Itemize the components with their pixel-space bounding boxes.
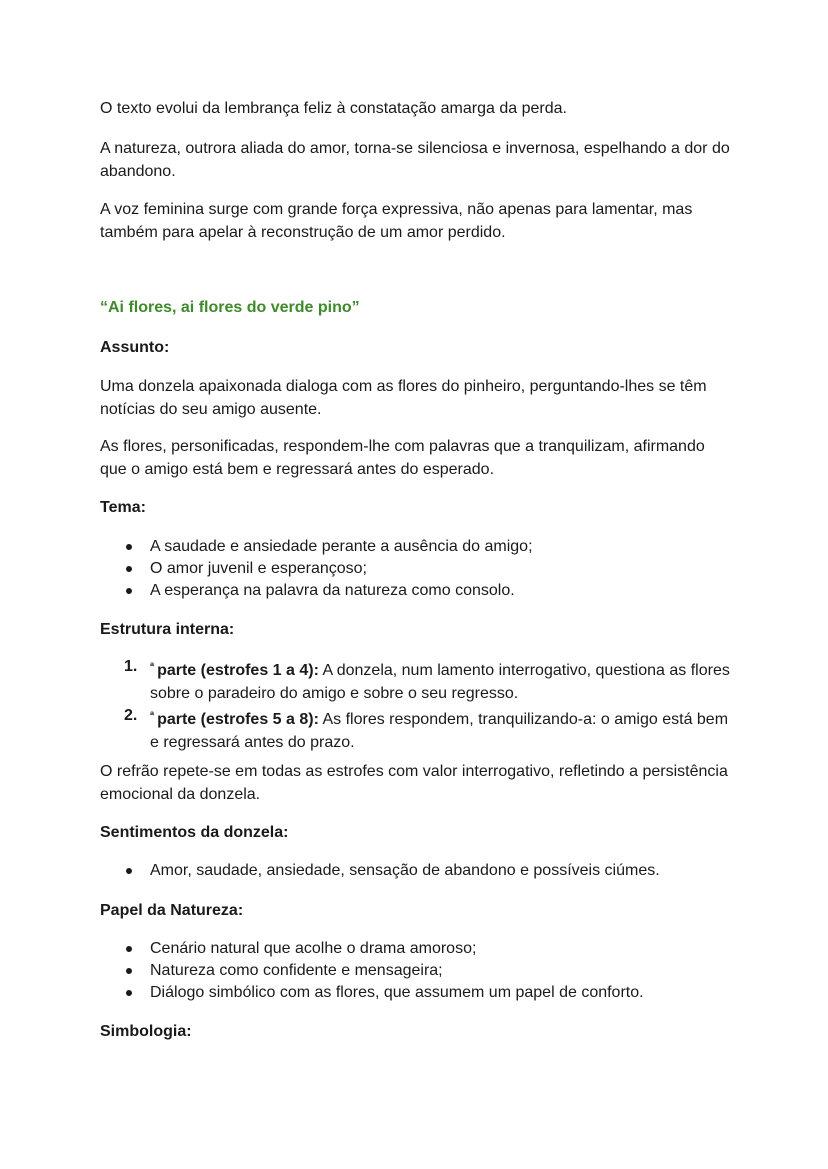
bullet-icon: [126, 566, 132, 572]
bullet-icon: [126, 868, 132, 874]
intro-paragraph: A voz feminina surge com grande força expressiva, não apenas para lamentar, mas também para apelar à reconstrução de um amor perdido.: [100, 201, 693, 241]
item-text: As flores respondem, tranquilizando-a: o amigo está bem e regressará antes do prazo.: [150, 711, 729, 751]
list-item: [100, 705, 730, 754]
list-item: Natureza como confidente e mensageira;: [100, 960, 730, 982]
assunto-paragraph: As flores, personificadas, respondem-lhe com palavras que a tranquilizam, afirmando que o amigo está bem e regressará antes do esperado.: [100, 438, 705, 478]
list-item: O amor juvenil e esperançoso;: [100, 558, 730, 580]
bullet-icon: [126, 544, 132, 550]
ordinal-indicator: ª: [150, 710, 155, 722]
item-label: parte (estrofes 1 a 4):: [157, 662, 319, 679]
section-heading-natureza: Papel da Natureza:: [100, 902, 244, 919]
bullet-icon: [126, 990, 132, 996]
section-heading-estrutura: Estrutura interna:: [100, 621, 235, 638]
list-item: Cenário natural que acolhe o drama amoroso;: [100, 938, 730, 960]
section-heading-simbologia: Simbologia:: [100, 1023, 192, 1040]
section-heading-assunto: Assunto:: [100, 339, 170, 356]
intro-paragraph: O texto evolui da lembrança feliz à constatação amarga da perda.: [100, 100, 567, 117]
natureza-list: [100, 938, 730, 1004]
bullet-icon: [126, 588, 132, 594]
list-item: A esperança na palavra da natureza como consolo.: [100, 580, 730, 602]
intro-paragraph: A natureza, outrora aliada do amor, torna-se silenciosa e invernosa, espelhando a dor do abandono.: [100, 140, 730, 180]
list-marker: 2.: [124, 707, 138, 724]
sentimentos-list: [100, 860, 730, 882]
tema-list: [100, 536, 730, 602]
section-heading-tema: Tema:: [100, 499, 146, 516]
list-item: Amor, saudade, ansiedade, sensação de abandono e possíveis ciúmes.: [100, 860, 730, 882]
list-item: Diálogo simbólico com as flores, que assumem um papel de conforto.: [100, 982, 730, 1004]
section-heading-sentimentos: Sentimentos da donzela:: [100, 824, 289, 841]
estrutura-list: [100, 656, 730, 754]
list-item: A saudade e ansiedade perante a ausência do amigo;: [100, 536, 730, 558]
item-text: A donzela, num lamento interrogativo, questiona as flores sobre o paradeiro do amigo e sobre o seu regresso.: [150, 662, 730, 702]
bullet-icon: [126, 946, 132, 952]
item-label: parte (estrofes 5 a 8):: [157, 711, 319, 728]
estrutura-note: O refrão repete-se em todas as estrofes com valor interrogativo, refletindo a persistência emocional da donzela.: [100, 763, 728, 803]
ordinal-indicator: ª: [150, 661, 155, 673]
bullet-icon: [126, 968, 132, 974]
poem-title: “Ai flores, ai flores do verde pino”: [100, 299, 360, 316]
list-marker: 1.: [124, 658, 138, 675]
list-item: [100, 656, 730, 705]
assunto-paragraph: Uma donzela apaixonada dialoga com as flores do pinheiro, perguntando-lhes se têm notícias do seu amigo ausente.: [100, 378, 707, 418]
